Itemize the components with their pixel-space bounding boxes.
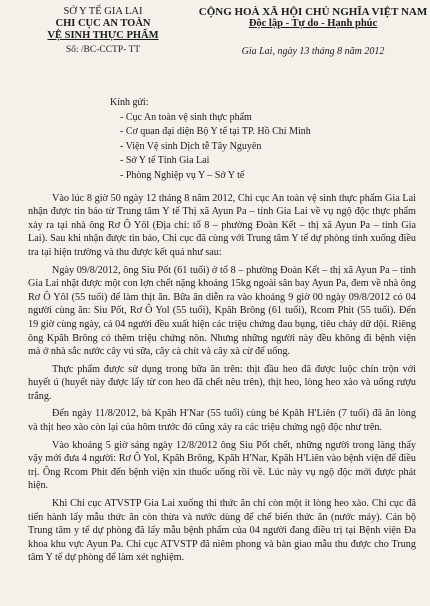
agency-parent: SỞ Y TẾ GIA LAI: [63, 6, 143, 17]
body-paragraph: Vào khoảng 5 giờ sáng ngày 12/8/2012 ông Siu Pốt chết, những người trong làng thấy vậy mới đưa 4 người: Rơ Ô Yol, Kpăh Brông, Kpăh H'Nar, Kpăh H'Liên vào bệnh viện để điều trị. Ông Rcom Phit đến bệnh viện xin thuốc uống rồi về. Lúc này vụ ngộ độc mới được phát hiện.: [28, 439, 416, 492]
agency-name-line2: VỆ SINH THỰC PHẨM: [47, 30, 159, 41]
greeting-label: Kính gửi:: [110, 97, 149, 108]
recipient-item: - Viện Vệ sinh Dịch tễ Tây Nguyên: [120, 140, 262, 152]
date-line: Gia Lai, ngày 13 tháng 8 năm 2012: [241, 46, 385, 57]
agency-name-line1: CHI CỤC AN TOÀN: [55, 18, 151, 29]
document-header: [28, 6, 428, 66]
national-motto: [188, 6, 430, 58]
body-paragraph: Thực phẩm được sử dụng trong bữa ăn trên: thịt đầu heo đã được luộc chín trộn với huyết ú (huyết này được lấy từ con heo đã chết nêu trên), thịt heo, lòng heo xào và uống rượu trắng.: [28, 363, 416, 402]
report-body: [28, 192, 416, 565]
recipients-block: [110, 96, 416, 184]
body-paragraph: Vào lúc 8 giờ 50 ngày 12 tháng 8 năm 2012, Chi cục An toàn vệ sinh thực phẩm Gia Lai nhận được tin báo từ Trung tâm Y tế Thị xã Ayun Pa – tỉnh Gia Lai về vụ ngộ độc thực phẩm xảy ra tại nhà ông Rơ Ô Yôl (Địa chỉ: tổ 8 – phường Đoàn Kết – thị xã Ayun Pa – tỉnh Gia Lai). Sau khi nhận được tin báo, Chi cục đã cùng với Trung tâm Y tế dự phòng tỉnh xuống điều tra tại hiện trường và thu được kết quả như sau:: [28, 192, 416, 258]
body-paragraph: Đến ngày 11/8/2012, bà Kpăh H'Nar (55 tuổi) cùng bé Kpăh H'Liên (7 tuổi) đã ăn lòng và thịt heo xào còn lại của hôm trước đó cũng xảy ra các triệu chứng ngộ độc như trên.: [28, 408, 416, 434]
recipient-item: - Sở Y tế Tỉnh Gia Lai: [120, 155, 210, 167]
document-number: Số: /BC-CCTP- TT: [65, 45, 141, 55]
country-name: CỘNG HOÀ XÃ HỘI CHỦ NGHĨA VIỆT NAM: [198, 6, 428, 18]
issuing-agency: [28, 6, 178, 56]
body-paragraph: Khi Chi cục ATVSTP Gia Lai xuống thì thức ăn chỉ còn một ít lòng heo xào. Chi cục đã tiến hành lấy mẫu thức ăn còn thừa và nước dùng để chế biến thức ăn (nước máy). Cán bộ Trung tâm y tế dự phòng đã lấy mẫu bệnh phẩm của 04 người đang điều trị tại Bệnh viện Đa khoa khu vực Ayun Pa. Chi cục ATVSTP đã niêm phong và bàn giao mẫu thu được cho Trung tâm Y tế dự phòng để làm xét nghiệm.: [28, 498, 416, 564]
recipient-item: - Cục An toàn vệ sinh thực phẩm: [120, 111, 252, 123]
recipient-item: - Phòng Nghiệp vụ Y – Sở Y tế: [120, 169, 245, 181]
body-paragraph: Ngày 09/8/2012, ông Siu Pốt (61 tuổi) ở tổ 8 – phường Đoàn Kết – thị xã Ayun Pa – tỉnh Gia Lai nhặt được một con lợn chết nặng khoảng 15kg ngoài sân bay Ayun Pa, đem về nhà ông Rơ Ô Yôl (55 tuổi) để làm thịt ăn. Bữa ăn diễn ra vào khoảng 9 giờ 00 ngày 09/8/2012 có 04 người cùng ăn: Siu Pốt, Rơ Ô Yol (55 tuổi), Kpăh Brông (61 tuổi), Rcom Phit (55 tuổi). Đến 19 giờ cùng ngày, cả 04 người đều xuất hiện các triệu chứng đau bụng, tiêu chảy dữ dội. Riêng ông Kpăh Brông có thêm triệu chứng nôn. Nhưng những người này đều không đi bệnh viện mà ở nhà sắc nước cây vú sữa, cây cà chít và cây xà cừ để uống.: [28, 264, 416, 358]
recipient-item: - Cơ quan đại diện Bộ Y tế tại TP. Hồ Chí Minh: [120, 126, 311, 138]
motto: Độc lập - Tự do - Hạnh phúc: [248, 18, 378, 29]
